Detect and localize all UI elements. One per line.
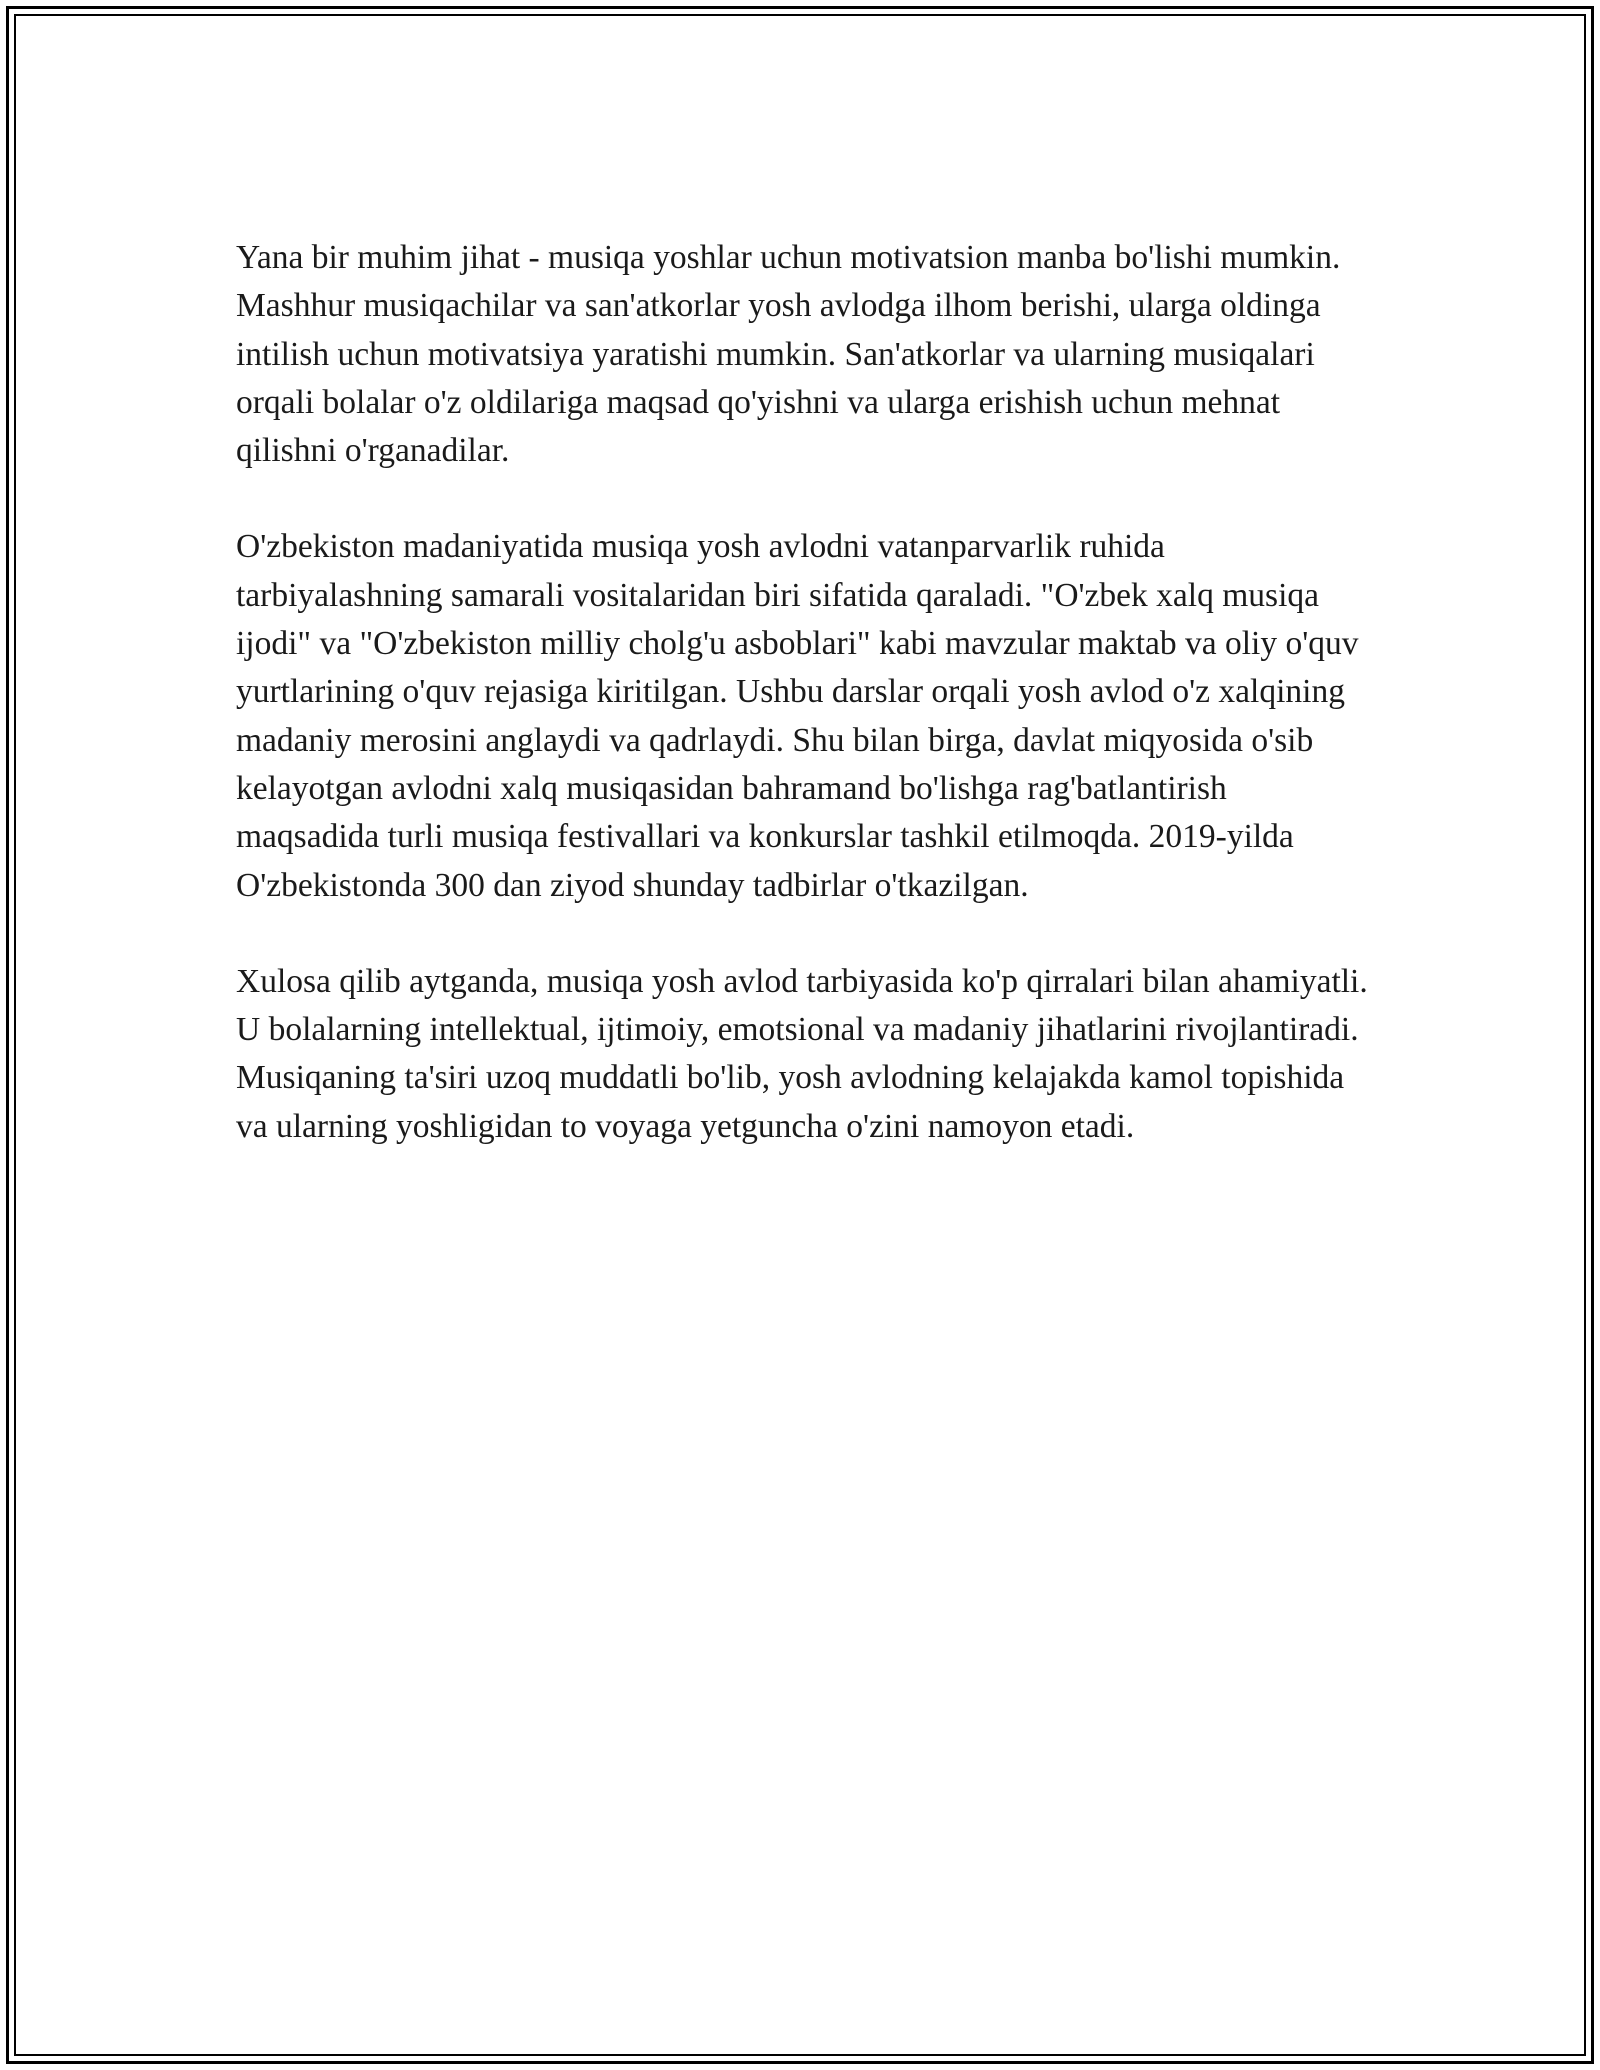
- paragraph-conclusion: Xulosa qilib aytganda, musiqa yosh avlod tarbiyasida ko'p qirralari bilan ahamiyatli. U bolalarning intellektual, ijtimoiy, emotsional va madaniy jihatlarini rivojlantiradi. Musiqaning ta'siri uzoq muddatli bo'lib, yosh avlodning kelajakda kamol topishida va ularning yoshligidan to voyaga yetguncha o'zini namoyon etadi.: [236, 962, 1368, 1145]
- paragraph-patriotism: O'zbekiston madaniyatida musiqa yosh avlodni vatanparvarlik ruhida tarbiyalashning samarali vositalaridan biri sifatida qaraladi. "O'zbek xalq musiqa ijodi" va "O'zbekiston milliy cholg'u asboblari" kabi mavzular maktab va oliy o'quv yurtlarining o'quv rejasiga kiritilgan. Ushbu darslar orqali yosh avlod o'z xalqining madaniy merosini anglaydi va qadrlaydi. Shu bilan birga, davlat miqyosida o'sib kelayotgan avlodni xalq musiqasidan bahramand bo'lishga rag'batlantirish maqsadida turli musiqa festivallari va konkurslar tashkil etilmoqda. 2019-yilda O'zbekistonda 300 dan ziyod shunday tadbirlar o'tkazilgan.: [236, 528, 1359, 904]
- document-body: [236, 234, 1376, 1199]
- paragraph-motivation: Yana bir muhim jihat - musiqa yoshlar uchun motivatsion manba bo'lishi mumkin. Mashhur musiqachilar va san'atkorlar yosh avlodga ilhom berishi, ularga oldinga intilish uchun motivatsiya yaratishi mumkin. San'atkorlar va ularning musiqalari orqali bolalar o'z oldilariga maqsad qo'yishni va ularga erishish uchun mehnat qilishni o'rganadilar.: [236, 239, 1341, 470]
